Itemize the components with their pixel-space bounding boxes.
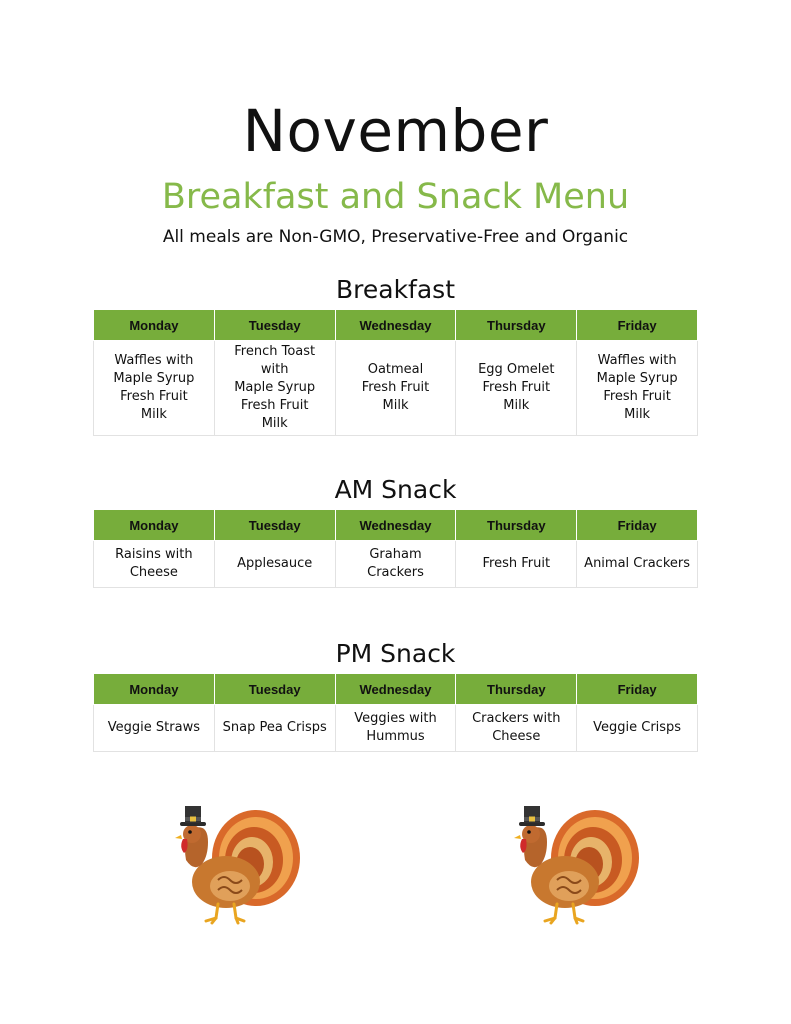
breakfast-row: [94, 341, 698, 436]
day-header: Wednesday: [335, 310, 456, 341]
day-header: Monday: [94, 674, 215, 705]
am-snack-cell-monday: Raisins with Cheese: [94, 541, 215, 588]
pm-snack-cell-thursday: Crackers with Cheese: [456, 705, 577, 752]
pm-snack-title: PM Snack: [335, 639, 456, 668]
day-header: Thursday: [456, 310, 577, 341]
day-header: Tuesday: [214, 510, 335, 541]
pm-snack-table: [93, 673, 698, 752]
day-header: Thursday: [456, 510, 577, 541]
page-title: November: [242, 97, 549, 165]
breakfast-table: [93, 309, 698, 436]
pm-snack-cell-tuesday: Snap Pea Crisps: [214, 705, 335, 752]
pm-snack-cell-friday: Veggie Crisps: [577, 705, 698, 752]
breakfast-cell-friday: Waffles with Maple Syrup Fresh Fruit Milk: [577, 341, 698, 436]
am-snack-cell-friday: Animal Crackers: [577, 541, 698, 588]
am-snack-title: AM Snack: [334, 475, 457, 504]
day-header: Tuesday: [214, 310, 335, 341]
am-snack-cell-wednesday: Graham Crackers: [335, 541, 456, 588]
page-subtitle: Breakfast and Snack Menu: [161, 177, 630, 217]
day-header: Friday: [577, 674, 698, 705]
am-snack-row: [94, 541, 698, 588]
am-snack-header-row: [94, 510, 698, 541]
am-snack-cell-thursday: Fresh Fruit: [456, 541, 577, 588]
pm-snack-cell-wednesday: Veggies with Hummus: [335, 705, 456, 752]
day-header: Monday: [94, 510, 215, 541]
day-header: Friday: [577, 310, 698, 341]
day-header: Monday: [94, 310, 215, 341]
menu-note: All meals are Non-GMO, Preservative-Free and Organic: [162, 227, 629, 247]
breakfast-cell-thursday: Egg Omelet Fresh Fruit Milk: [456, 341, 577, 436]
day-header: Thursday: [456, 674, 577, 705]
am-snack-table: [93, 509, 698, 588]
pilgrim-hat: [180, 806, 206, 826]
day-header: Friday: [577, 510, 698, 541]
breakfast-title: Breakfast: [335, 275, 455, 304]
pm-snack-cell-monday: Veggie Straws: [94, 705, 215, 752]
day-header: Tuesday: [214, 674, 335, 705]
breakfast-cell-tuesday: French Toast with Maple Syrup Fresh Fruit Milk: [214, 341, 335, 436]
turkey-illustration: [168, 800, 303, 925]
breakfast-cell-wednesday: Oatmeal Fresh Fruit Milk: [335, 341, 456, 436]
day-header: Wednesday: [335, 510, 456, 541]
am-snack-cell-tuesday: Applesauce: [214, 541, 335, 588]
pm-snack-row: [94, 705, 698, 752]
turkey-illustration: [507, 800, 642, 925]
breakfast-cell-monday: Waffles with Maple Syrup Fresh Fruit Milk: [94, 341, 215, 436]
pm-snack-header-row: [94, 674, 698, 705]
pilgrim-hat: [519, 806, 545, 826]
breakfast-header-row: [94, 310, 698, 341]
day-header: Wednesday: [335, 674, 456, 705]
